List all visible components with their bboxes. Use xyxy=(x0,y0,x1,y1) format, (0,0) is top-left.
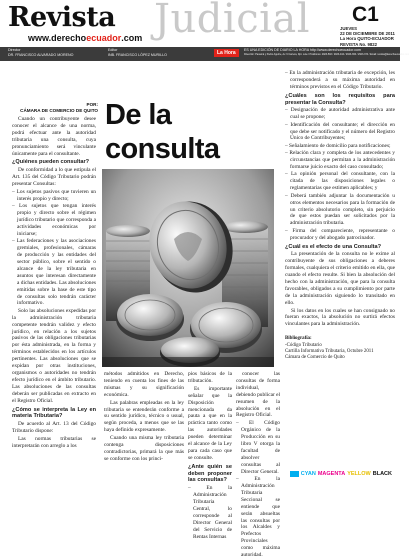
bibliography-title: Bibliografía: xyxy=(285,336,312,342)
paragraph-inexact-data: Si los datos en los cuales se han consignado no fueran exactos, la absolución no surtirá efectos vinculantes para la administración. xyxy=(285,307,395,328)
subheading-who-can-consult: ¿Quiénes pueden consultar? xyxy=(12,159,90,166)
director-name: DR. FRANCISCO ALVARADO MORENO xyxy=(8,52,74,57)
author-byline xyxy=(14,102,98,114)
paragraph-interpretation-start: Las normas tributarias se interpretarán con arreglo a los xyxy=(12,435,96,449)
paragraph-art-135: De conformidad a lo que estipula el Art. 135 del Código Tributario podrán presentar Consultas: xyxy=(12,167,96,188)
masthead xyxy=(0,0,409,62)
publisher-line2: Dirección: Panamá y Pedro Aguirre, Av. 6 Carrera, Dpt. Lote 3 Teléfonos: 2923-502 / 2923-444 / 2923-360 / 2923-374 / Email: revista@derechoecuador.com xyxy=(244,52,409,56)
url-highlight: ecuador xyxy=(86,33,122,43)
intro-paragraph: Cuando un contribuyente desee conocer el alcance de una norma, podrá efectuar ante la autoridad tributaria una consulta, cuya pronunciamiento será vinculante únicamente para el consultante. xyxy=(12,116,96,157)
director-label: Director xyxy=(8,48,21,52)
list-item: – Firma del compareciente, representante o procurador y del abogado patrocinador. xyxy=(285,228,395,242)
list-item: – El Código Orgánico de la Producción en su libro V otorga la facultad de absolver consultas al Director General. xyxy=(236,420,280,475)
cmyk-color-bar xyxy=(290,471,394,477)
url-prefix: www.derecho xyxy=(28,33,87,43)
authorities-list xyxy=(188,485,232,540)
publisher-line1: ES UNA EDICIÓN DE DIARIO LA HORA http://www.derechoecuador.com xyxy=(244,48,362,52)
list-item: – Los sujetos pasivos que tuvieren un interés propio y directo; xyxy=(12,189,96,203)
subheading-effect: ¿Cuál es el efecto de una Consulta? xyxy=(285,243,382,250)
bibliography-item: -Código Tributario xyxy=(285,342,322,348)
sectional-list xyxy=(236,420,280,559)
masthead-credits-bar xyxy=(0,47,409,61)
publisher-info xyxy=(244,48,409,57)
author-name: CÁMARA DE COMERCIO DE QUITO xyxy=(20,107,98,113)
article-headline: De la consulta xyxy=(105,99,220,165)
article-column-3 xyxy=(188,371,232,540)
paragraph-individual-consults: conocer las consultas de forma individual, debiendo publicar el resumen de la absolución en el Registro Oficial. xyxy=(236,371,281,419)
article-column-4 xyxy=(236,371,281,559)
black-label: BLACK xyxy=(372,471,392,477)
issue-day: JUEVES xyxy=(340,26,357,31)
list-item: – La opinión personal del consultante, con la citada de las disposiciones legales o reglamentarias que estimen aplicables; y xyxy=(285,171,395,192)
masthead-title-judicial: Judicial xyxy=(154,0,311,42)
list-item: – Deberá también adjuntar la documentación u otros elementos necesarios para la formación de un criterio absolutorio completo, sin perjuicio de que estos puedan ser solicitados por la administración tributaria. xyxy=(285,193,395,228)
print-footer xyxy=(0,470,400,480)
paragraph-principles: pios básicos de la tributación. xyxy=(188,371,232,384)
list-item: – En la administración tributaria de excepción, les corresponderá a su máxima autoridad en términos previstos en el Código Tributario. xyxy=(285,70,395,91)
masthead-url[interactable] xyxy=(28,33,142,43)
list-item: – Relación clara y completa de los antecedentes y circunstancias que permitan a la administración formarse juicio exacto del caso consultado; xyxy=(285,150,395,171)
list-item: – Las federaciones y las asociaciones gremiales, profesionales, cámaras de producción y las entidades del sector público, sobre el sentido o alcance de la ley tributaria en asuntos que interesan directamente a dichas entidades. Las absoluciones emitidas sobre la base de este tipo de consultas solo tendrán carácter informativo. xyxy=(12,238,96,307)
bibliography-item: Cámara de Comercio de Quito xyxy=(285,354,345,360)
exception-list xyxy=(285,70,395,91)
editor-name: INB. FRANCISCO LÓPEZ MURILLO xyxy=(108,52,167,57)
cyan-swatch xyxy=(290,471,299,477)
section-code: C1 xyxy=(352,3,379,26)
subheading-before-whom: ¿Ante quién se deben proponer las consultas? xyxy=(188,463,232,484)
list-item: – En la Administración Tributaria Central, lo corresponde al Director General del Servicio de Rentas Internas xyxy=(188,485,232,540)
list-item: – Identificación del consultante; el dirección en que debe ser notificado y el número del Registro Único de Contribuyentes; xyxy=(285,122,395,143)
paragraph-validity: Solo las absoluciones expedidas por la administración tributaria competente tendrán validez y efecto jurídico, en relación a los sujetos pasivos de las obligaciones tributarias por ésta administrada, en la forma y términos establecidos en los artículos pertinentes. Las absoluciones que se expidan por otras instituciones, organismos o autoridades no tendrán efecto jurídico en el ámbito tributario. Las absoluciones de las consultas deberán ser publicadas en extracto en el Registro Oficial. xyxy=(12,307,96,404)
director-credit xyxy=(8,48,73,57)
url-suffix: .com xyxy=(121,33,143,43)
paragraph-art-13: De acuerdo al Art. 13 del Código Tributario dispone: xyxy=(12,421,96,435)
brand-badge: La Hora xyxy=(214,49,239,57)
paragraph-methods: métodos admitidos en Derecho, teniendo en cuenta los fines de las mismas y su significación económica. xyxy=(104,371,184,398)
article-column-1 xyxy=(12,116,96,468)
subheading-requirements: ¿Cuáles son los requisitos para presentar la Consulta? xyxy=(285,92,395,106)
issue-date: 22 DE DICIEMBRE DE 2011 xyxy=(340,31,395,37)
yellow-label: YELLOW xyxy=(347,471,371,477)
requirements-list xyxy=(285,107,395,241)
editor-credit xyxy=(108,48,167,57)
bibliography-item: Cartilla Informativa Tributaria, Octubre 2011 xyxy=(285,348,374,354)
section-info xyxy=(340,3,395,47)
consultants-list xyxy=(12,189,96,307)
bibliography xyxy=(285,336,395,361)
list-item: – En la Administración Tributaria Seccional se entiende que serán absueltas las consultas por los Alcaldes y Prefectos Provinciales como máxima autoridad. xyxy=(236,476,280,559)
cyan-label: CYAN xyxy=(300,471,316,477)
editor-label: Editor xyxy=(108,48,118,52)
article-column-right xyxy=(285,70,395,468)
masthead-title-revista: Revista xyxy=(8,2,116,33)
subheading-interpretation: ¿Cómo se interpreta la Ley en materia Tributaria? xyxy=(12,406,96,420)
paragraph-important: Es importante señalar que la Disposición mencionada da pauta a que en la práctica tanto como las autoridades pueden determinar el alcance de la Ley para cada caso que se consulte. xyxy=(188,385,232,461)
issue-edition: La Hora QUITO-ECUADOR xyxy=(340,36,394,42)
list-item: – Señalamiento de domicilio para notificaciones; xyxy=(285,143,395,150)
paragraph-words: Las palabras empleadas en la ley tributaria se entenderán conforme a su sentido jurídico, técnico o usual, según proceda, a menos que se las haya definido expresamente. xyxy=(104,399,184,434)
article-column-2 xyxy=(104,371,184,468)
paragraph-contradictions: Cuando una misma ley tributaria contenga disposiciones contradictorias, primará la que más se conforme con los princi- xyxy=(104,435,184,462)
magenta-label: MAGENTA xyxy=(317,471,346,477)
list-item: – Los sujetos que tengan interés propio y directo sobre el régimen jurídico tributario que corresponda a actividades económicas por iniciarse; xyxy=(12,203,96,238)
issue-number: REVISTA No. 9822 xyxy=(340,41,378,47)
author-label: POR: xyxy=(86,102,98,107)
list-item: – Designación de autoridad administrativa ante cual se propone; xyxy=(285,107,395,121)
paragraph-effect: La presentación de la consulta no le exime al contribuyente de sus obligaciones a deberes formales, cualquiera el criterio emitido en ella, que cuando el efecto resulte. Si bien la absolución del hecho con la administración, que para la consulta favorables, obligados a su cumplimiento por parte de la administración siguiendo lo transitado en ello. xyxy=(285,251,396,306)
coins-photo xyxy=(102,169,274,367)
